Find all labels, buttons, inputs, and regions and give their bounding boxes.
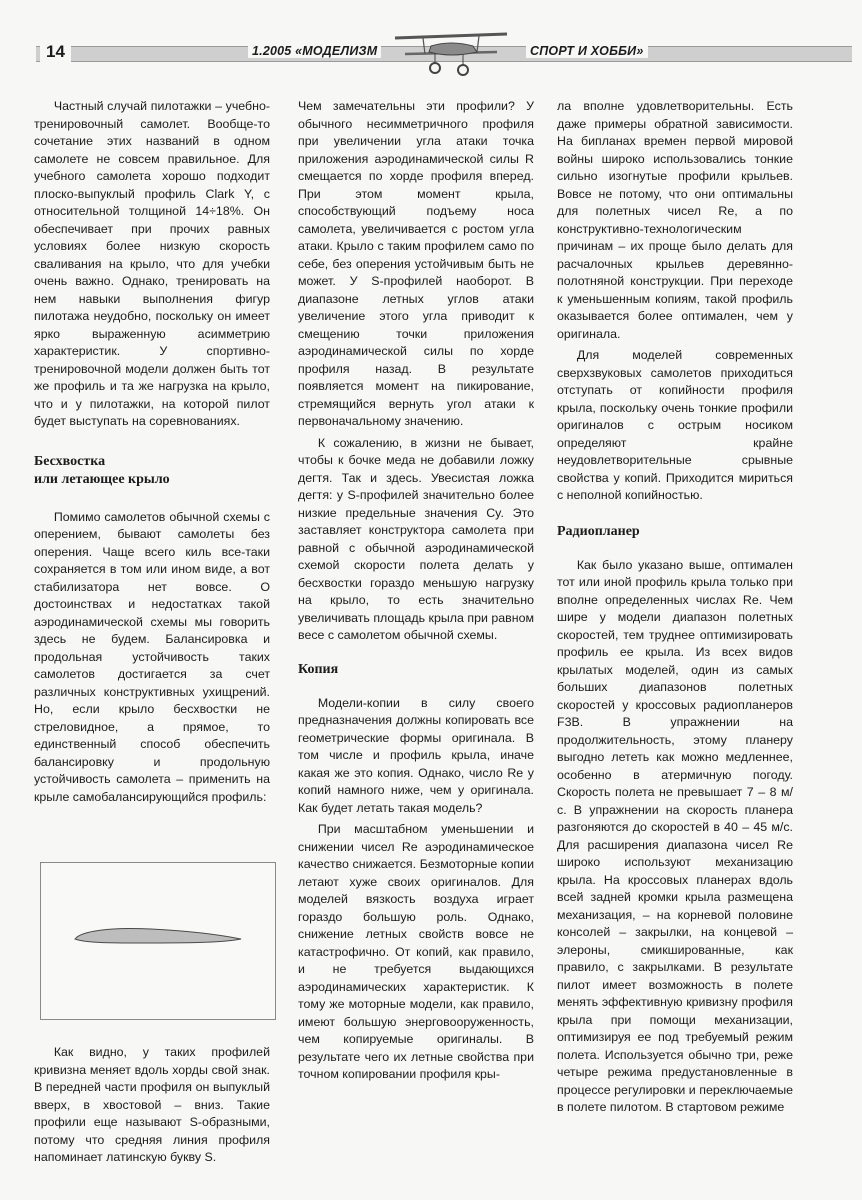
airfoil-figure [40, 862, 276, 1020]
paragraph: Для моделей современных сверхзвуковых самолетов приходиться отступать от копийности профиля крыла, поскольку очень тонкие профили оригиналов с острым носиком определяют крайне неудовлетворительные срывные свойства у копий. Приходится мириться с неполной копийностью. [557, 348, 793, 502]
paragraph: Модели-копии в силу своего предназначения должны копировать все геометрические формы оригинала. В том числе и профиль крыла, иначе какая же это копия. Однако, число Re у копий намного ниже, чем у оригинала. Как будет летать такая модель? [298, 695, 534, 815]
column-3 [557, 98, 793, 1117]
paragraph: Частный случай пилотажки – учебно-тренировочный самолет. Вообще-то сочетание этих названий в одном самолете не совсем правильное. Для учебного самолета хорошо подходит плоско-выпуклый профиль Clark Y, с относительной толщиной 14÷18%. Он обеспечивает при прочих равных условиях более низкую скорость сваливания на крыло, что для учебки очень важно. Однако, тренировать на нем навыки выполнения фигур пилотажа неудобно, поскольку он имеет ярко выраженную асимметрию характеристик. У спортивно-тренировочной модели должен быть тот же профиль и та же нагрузка на крыло, что и у пилотажки, на которой пилот будет выступать на соревнованиях. [34, 99, 270, 428]
column-1 [34, 98, 270, 806]
column-1-lower [34, 1044, 270, 1167]
column-2 [298, 98, 534, 1084]
page-header [36, 40, 852, 64]
paragraph: Как видно, у таких профилей кривизна меняет вдоль хорды свой знак. В передней части профиля он выпуклый вверх, в хвостовой – вниз. Такие профили еще называют S-образными, потому что средняя линия профиля напоминает латинскую букву S. [34, 1045, 270, 1164]
section-label: СПОРТ И ХОББИ» [526, 44, 648, 58]
paragraph: К сожалению, в жизни не бывает, чтобы к бочке меда не добавили ложку дегтя. Так и здесь. Увесистая ложка дегтя: у S-профилей значительно более низкие предельные значения Cy. Это заставляет конструктора самолета при равной с обычной аэродинамической схемой скорости полета делать у бесхвостки гораздо меньшую нагрузку на крыло, то есть значительно увеличивать площадь крыла при равном весе с самолетом обычной схемы. [298, 435, 534, 642]
paragraph: ла вполне удовлетворительны. Есть даже примеры обратной зависимости. На бипланах времен первой мировой войны широко использовались тонкие сильно изогнутые профили крыльев. Вовсе не потому, что они оптимальны для полетных чисел Re, а по конструктивно-технологическим причинам – их проще было делать для расчалочных крыльев деревянно-полотняной конструкции. При переходе к уменьшенным копиям, такой профиль оказывается более оптимален, чем у оригинала. [557, 99, 793, 341]
heading-line: или летающее крыло [34, 471, 170, 487]
paragraph: Как было указано выше, оптимален тот или иной профиль крыла только при вполне определенных числах Re. Чем шире у модели диапазон полетных скоростей, тем труднее оптимизировать профиль ее крыла. Из всех видов крылатых моделей, один из самых больших диапазонов полетных скоростей у кроссовых радиопланеров F3B. В упражнении на продолжительность, этому планеру выгодно лететь как можно медленнее, особенно в атермичную погоду. Скорость полета не превышает 7 – 8 м/с. В упражнении на скорость планера разгоняются до скоростей в 40 – 45 м/с. Для расширения диапазона чисел Re широко используют механизацию крыла. На кроссовых планерах вдоль всей задней кромки крыла размещена механизация, – на корневой половине консолей – закрылки, на концевой – элероны, смикшированные, как правило, с закрылками. В результате пилот имеет возможность в полете менять эффективную кривизну профиля крыла при помощи механизации, оптимизируя ее под требуемый режим полета. Используется обычно три, реже четыре режима предустановленные в процессе регулировки и переключаемые в полете пилотом. В стартовом режиме [557, 557, 793, 1114]
heading-tailless [34, 453, 270, 489]
heading-line: Бесхвостка [34, 453, 106, 469]
paragraph: При масштабном уменьшении и снижении чисел Re аэродинамическое качество снижается. Безмоторные копии летают хуже своих оригиналов. Для моделей вязкость воздуха играет гораздо большую роль. Однако, снижение летных свойств вовсе не катастрофично. От копий, как правило, и не требуется выдающихся аэродинамических характеристик. К тому же моторные модели, как правило, имеют большую энерговооруженность, чем копируемые оригиналы. В результате чего их летные свойства при точном копировании профиля кры- [298, 822, 534, 1081]
heading-radio-glider: Радиопланер [557, 523, 640, 539]
s-profile-airfoil-drawing [41, 863, 275, 1019]
page-number: 14 [40, 42, 71, 62]
paragraph: Помимо самолетов обычной схемы с оперением, бывают самолеты без оперения. Чаще всего киль все-таки сохраняется в том или ином виде, а вот стабилизатора нет вовсе. О достоинствах и недостатках такой аэродинамической схемы мы говорить здесь не будем. Балансировка и продольная устойчивость таких самолетов достигается за счет различных конструктивных ухищрений. Но, если крыло бесхвостки не стреловидное, а прямое, то единственный способ обеспечить балансировку и продольную устойчивость самолета – применить на крыле самобалансирующийся профиль: [34, 509, 270, 804]
issue-label: 1.2005 «МОДЕЛИЗМ [248, 44, 381, 58]
heading-copy: Копия [298, 661, 339, 677]
biplane-logo-icon [391, 28, 511, 82]
paragraph: Чем замечательны эти профили? У обычного несимметричного профиля при увеличении угла атаки точка приложения аэродинамической силы R смещается по хорде профиля вперед. При этом момент крыла, способствующий подъему носа самолета, увеличивается с ростом угла атаки. Крыло с таким профилем само по себе, без оперения устойчивым быть не может. У S-профилей наоборот. В диапазоне летных углов атаки увеличение этого угла приводит к смещению точки приложения аэродинамической силы по хорде профиля назад. В результате появляется момент на пикирование, стремящийся вернуть угол атаки к первоначальному значению. [298, 99, 534, 428]
